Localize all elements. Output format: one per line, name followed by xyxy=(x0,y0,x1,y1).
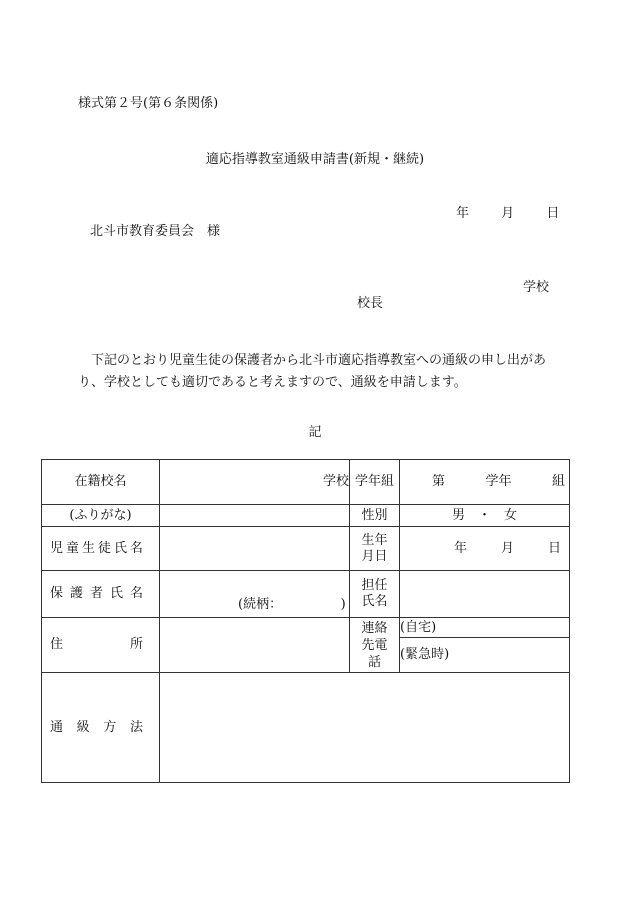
student-label-char: 名 xyxy=(129,540,143,556)
teacher-name-field[interactable] xyxy=(400,571,570,618)
guardian-label xyxy=(42,571,160,618)
form-number: 様式第２号(第６条関係) xyxy=(78,96,219,111)
row-guardian xyxy=(42,571,570,618)
method-label-char: 法 xyxy=(129,719,143,735)
dob-label-line2: 月日 xyxy=(361,548,388,564)
address-label xyxy=(42,618,160,673)
application-form-table xyxy=(41,459,570,783)
teacher-label-line1: 担任 xyxy=(361,578,388,594)
contact-home-field[interactable] xyxy=(400,618,570,638)
sender-school-suffix: 学校 xyxy=(523,280,550,295)
gender-options[interactable]: 男 ・ 女 xyxy=(400,505,570,527)
row-address-top xyxy=(42,618,570,638)
row-student xyxy=(42,527,570,571)
request-paragraph: 下記のとおり児童生徒の保護者から北斗市適応指導教室への通級の申し出があり、学校としても適切であると考えますので、通級を申請します。 xyxy=(78,353,547,390)
student-label-char: 童 xyxy=(65,540,79,556)
method-field[interactable] xyxy=(160,673,570,783)
dob-month: 月 xyxy=(500,540,514,556)
contact-label-line2: 先電 xyxy=(361,637,388,653)
school-name-field[interactable] xyxy=(160,460,350,505)
student-name-label xyxy=(42,527,160,571)
principal-label: 校長 xyxy=(357,296,384,311)
address-field[interactable] xyxy=(160,618,350,673)
document-title: 適応指導教室通級申請書(新規・継続) xyxy=(205,152,425,167)
date-line xyxy=(456,207,559,220)
student-name-field[interactable] xyxy=(160,527,350,571)
furigana-field[interactable] xyxy=(160,505,350,527)
contact-label-line1: 連絡 xyxy=(361,620,388,636)
student-label-char: 徒 xyxy=(97,540,111,556)
grade-dai: 第 xyxy=(432,474,446,490)
date-year: 年 xyxy=(456,206,470,221)
dob-year: 年 xyxy=(453,540,467,556)
grade-kumi: 組 xyxy=(551,474,565,490)
contact-label xyxy=(350,618,400,673)
grade-class-label: 学年組 xyxy=(350,460,400,505)
row-school xyxy=(42,460,570,505)
method-label-char: 通 xyxy=(50,719,64,735)
grade-gakunen: 学年 xyxy=(485,474,512,490)
guardian-label-char: 護 xyxy=(69,586,83,602)
student-label-char: 生 xyxy=(81,540,95,556)
address-label-char: 所 xyxy=(129,637,143,653)
contact-home-label: (自宅) xyxy=(400,619,437,635)
student-label-char: 児 xyxy=(50,540,64,556)
method-label xyxy=(42,673,160,783)
row-method xyxy=(42,673,570,783)
dob-label-line1: 生年 xyxy=(361,532,388,548)
address-label-char: 住 xyxy=(50,637,64,653)
school-name-label: 在籍校名 xyxy=(42,460,160,505)
ki-heading: 記 xyxy=(308,425,322,440)
method-label-char: 級 xyxy=(76,719,90,735)
dob-field[interactable] xyxy=(400,527,570,571)
relation-text: (続柄： ) xyxy=(238,597,346,613)
contact-emergency-label: (緊急時) xyxy=(400,647,450,663)
guardian-label-char: 者 xyxy=(89,586,103,602)
addressee: 北斗市教育委員会 様 xyxy=(90,224,221,239)
teacher-label xyxy=(350,571,400,618)
guardian-name-field[interactable] xyxy=(160,571,350,618)
row-furigana xyxy=(42,505,570,527)
furigana-label: (ふりがな) xyxy=(42,505,160,527)
teacher-label-line2: 氏名 xyxy=(361,594,388,609)
dob-day: 日 xyxy=(547,540,561,556)
student-label-char: 氏 xyxy=(113,540,127,556)
grade-class-field[interactable] xyxy=(400,460,570,505)
school-suffix: 学校 xyxy=(322,474,349,490)
date-month: 月 xyxy=(501,206,515,221)
date-day: 日 xyxy=(546,206,560,221)
dob-label xyxy=(350,527,400,571)
gender-label: 性別 xyxy=(350,505,400,527)
guardian-label-char: 氏 xyxy=(109,586,123,602)
contact-label-line3: 話 xyxy=(367,654,381,670)
method-label-char: 方 xyxy=(103,719,117,735)
guardian-label-char: 名 xyxy=(129,586,143,602)
guardian-label-char: 保 xyxy=(50,586,64,602)
contact-emergency-field[interactable] xyxy=(400,638,570,673)
